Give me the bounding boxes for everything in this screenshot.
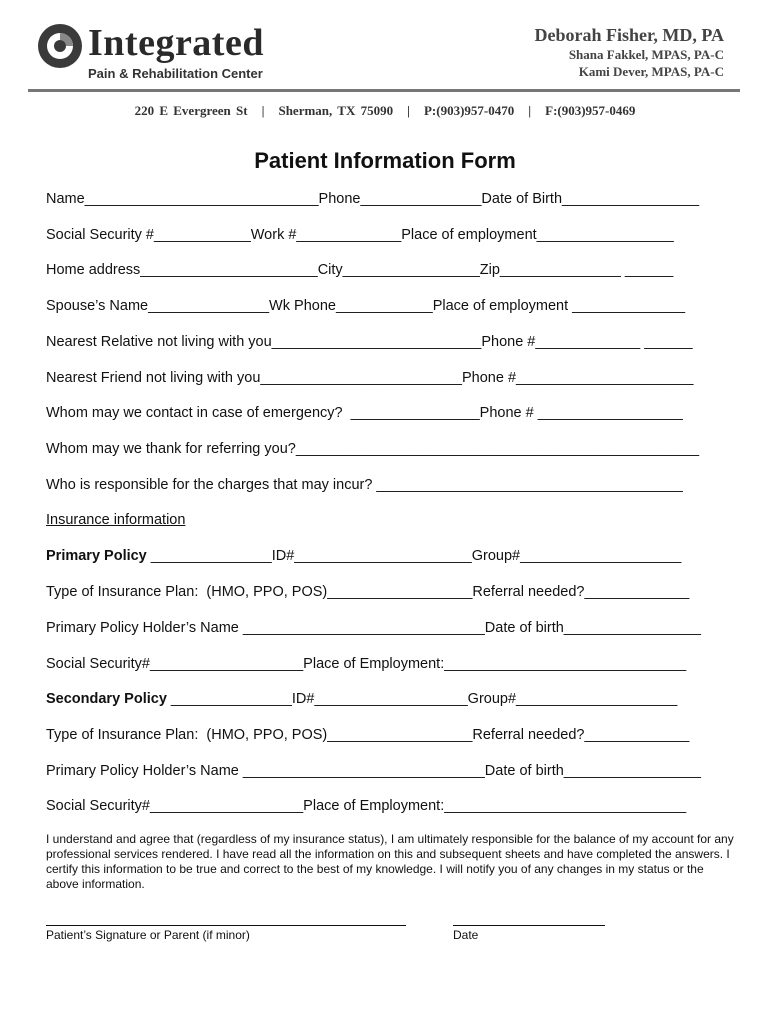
- street-address: 220 E Evergreen St: [134, 103, 248, 118]
- nearest-friend-field[interactable]: Nearest Friend not living with you_________________________Phone #______________________: [46, 370, 694, 386]
- responsible-party-field[interactable]: Who is responsible for the charges that may incur? ______________________________________: [46, 477, 683, 493]
- insurance-heading: Insurance information: [46, 512, 186, 528]
- form-title: Patient Information Form: [254, 148, 516, 173]
- practice-address-line: [0, 103, 770, 119]
- separator: |: [407, 103, 410, 118]
- secondary-policy-field[interactable]: [46, 691, 677, 707]
- primary-holder-ssn-field[interactable]: Social Security#___________________Place of Employment:______________________________: [46, 656, 687, 672]
- secondary-policy-blanks: _______________ID#___________________Group#____________________: [166, 691, 678, 707]
- logo-subtitle: Pain & Rehabilitation Center: [88, 66, 263, 81]
- secondary-holder-ssn-field[interactable]: Social Security#___________________Place of Employment:______________________________: [46, 798, 687, 814]
- provider-name: Shana Fakkel, MPAS, PA-C: [568, 47, 724, 62]
- primary-policy-field[interactable]: [46, 548, 681, 564]
- emergency-contact-field[interactable]: Whom may we contact in case of emergency? ________________Phone # __________________: [46, 405, 683, 421]
- spouse-field[interactable]: Spouse’s Name_______________Wk Phone____________Place of employment ______________: [46, 298, 686, 314]
- nearest-relative-field[interactable]: Nearest Relative not living with you__________________________Phone #_____________ ______: [46, 334, 693, 350]
- provider-list: [535, 24, 724, 80]
- practice-logo: [36, 20, 276, 86]
- city-state-zip: Sherman, TX 75090: [278, 103, 394, 118]
- logo-swirl-icon: [36, 22, 84, 70]
- header-divider: [28, 89, 740, 92]
- provider-name: Kami Dever, MPAS, PA-C: [578, 64, 724, 79]
- date-label: Date: [453, 928, 479, 942]
- secondary-plan-type-field[interactable]: Type of Insurance Plan: (HMO, PPO, POS)__________________Referral needed?_____________: [46, 727, 690, 743]
- primary-policy-blanks: _______________ID#______________________Group#____________________: [146, 548, 682, 564]
- referral-source-field[interactable]: Whom may we thank for referring you?__________________________________________________: [46, 441, 700, 457]
- secondary-holder-field[interactable]: Primary Policy Holder’s Name ______________________________Date of birth_________________: [46, 763, 701, 779]
- fax-number: F:(903)957-0469: [545, 103, 636, 118]
- primary-holder-field[interactable]: Primary Policy Holder’s Name ______________________________Date of birth_________________: [46, 620, 701, 636]
- ssn-work-employer-field[interactable]: Social Security #____________Work #_____________Place of employment_________________: [46, 227, 674, 243]
- primary-policy-label: Primary Policy: [46, 548, 147, 564]
- signature-label: Patient’s Signature or Parent (if minor): [46, 928, 250, 942]
- home-address-field[interactable]: Home address______________________City_________________Zip_______________ ______: [46, 262, 674, 278]
- primary-plan-type-field[interactable]: Type of Insurance Plan: (HMO, PPO, POS)__________________Referral needed?_____________: [46, 584, 690, 600]
- responsibility-statement: I understand and agree that (regardless of my insurance status), I am ultimately responsible for the balance of my account for any professional services rendered. I have read all the information on this and subsequent sheets and have completed the answers. I certify this information to be true and correct to the best of my knowledge. I will notify you of any changes in my status or the above information.: [46, 832, 734, 891]
- phone-number: P:(903)957-0470: [423, 103, 515, 118]
- provider-name: Deborah Fisher, MD, PA: [534, 25, 724, 45]
- date-line[interactable]: [453, 925, 605, 926]
- signature-line[interactable]: [46, 925, 406, 926]
- logo-name: Integrated: [88, 22, 264, 64]
- separator: |: [261, 103, 265, 118]
- separator: |: [528, 103, 532, 118]
- secondary-policy-label: Secondary Policy: [46, 691, 167, 707]
- name-phone-dob-field[interactable]: Name_____________________________Phone_______________Date of Birth_________________: [46, 191, 700, 207]
